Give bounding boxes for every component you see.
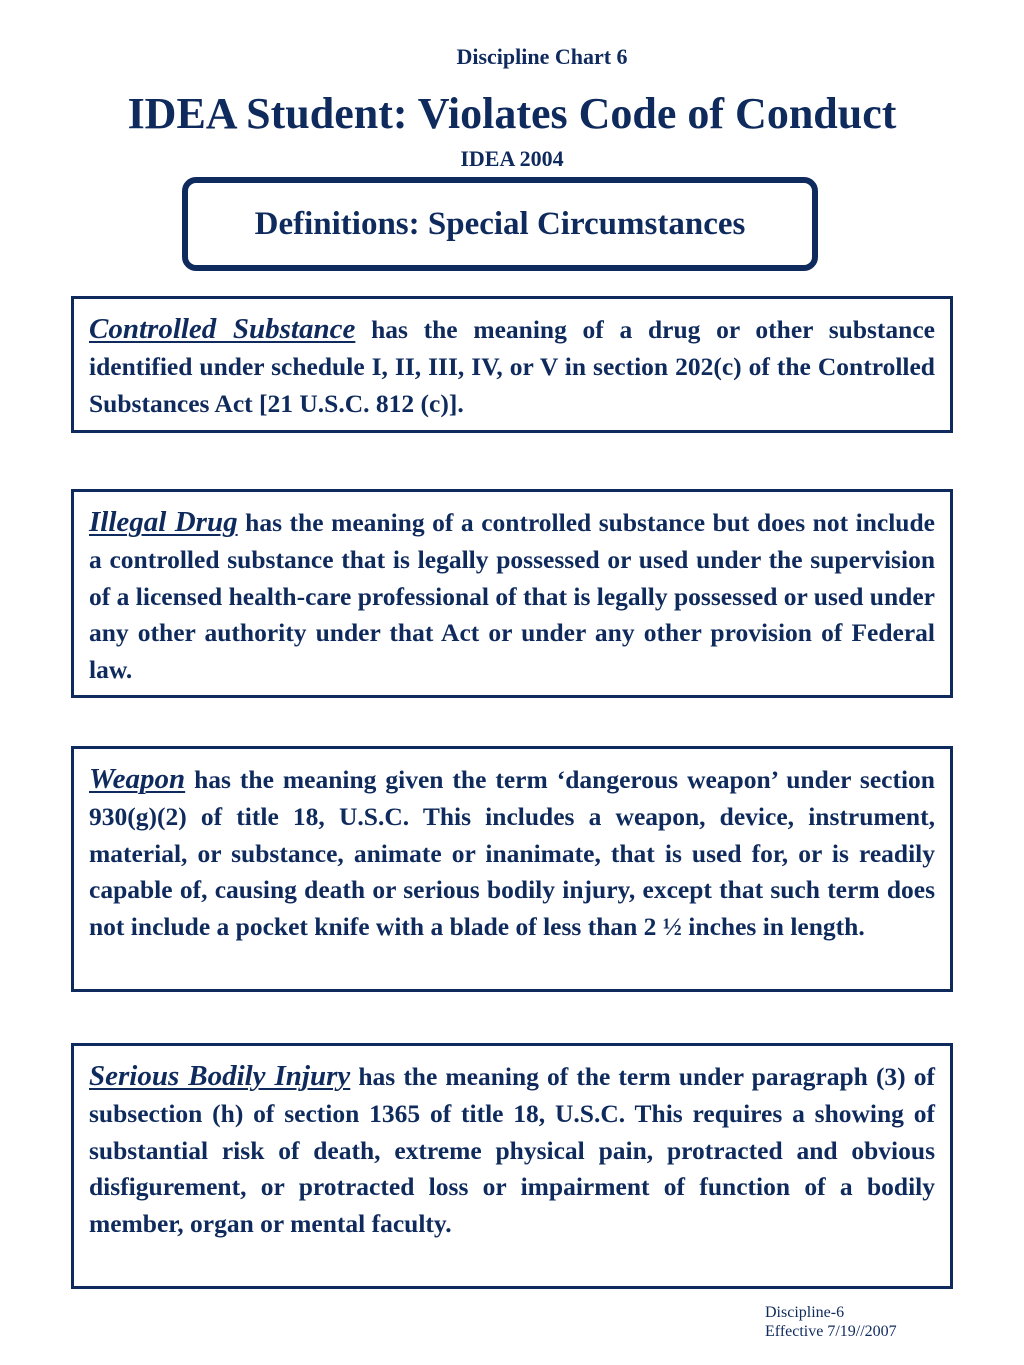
footer-effective-date: Effective 7/19//2007	[765, 1323, 897, 1340]
definition-term: Weapon	[89, 763, 186, 795]
definition-box-illegal-drug	[71, 489, 953, 698]
page-subtitle: IDEA 2004	[460, 146, 564, 171]
page-title: IDEA Student: Violates Code of Conduct	[127, 89, 897, 138]
definition-term: Controlled Substance	[89, 313, 356, 345]
section-title: Definitions: Special Circumstances	[254, 205, 746, 242]
chart-label: Discipline Chart 6	[456, 44, 628, 69]
footer	[765, 1303, 897, 1341]
definition-box-serious-bodily-injury	[71, 1043, 953, 1289]
definition-text: has the meaning given the term ‘dangerous weapon’ under section 930(g)(2) of title 18, U.S.C. This includes a weapon, device, instrument, material, or substance, animate or inanimate, that is used for, or is readily capable of, causing death or serious bodily injury, except that such term does not include a pocket knife with a blade of less than 2 ½ inches in length.	[89, 765, 935, 942]
definition-text: has the meaning of the term under paragraph (3) of subsection (h) of section 1365 of title 18, U.S.C. This requires a showing of substantial risk of death, extreme physical pain, protracted and obvious disfigurement, or protracted loss or impairment of function of a bodily member, organ or mental faculty.	[89, 1062, 936, 1239]
definition-text: has the meaning of a drug or other substance identified under schedule I, II, III, IV, or V in section 202(c) of the Controlled Substances Act [21 U.S.C. 812 (c)].	[89, 315, 935, 418]
definition-text: has the meaning of a controlled substance but does not include a controlled substance that is legally possessed or used under the supervision of a licensed health-care professional of that is legally possessed or used under any other authority under that Act or under any other provision of Federal law.	[89, 508, 935, 685]
footer-doc-id: Discipline-6	[765, 1304, 845, 1321]
definition-term: Illegal Drug	[89, 506, 238, 538]
definition-box-controlled-substance	[71, 296, 953, 433]
definition-box-weapon	[71, 746, 953, 992]
definition-term: Serious Bodily Injury	[89, 1060, 351, 1092]
section-title-box	[182, 177, 818, 271]
